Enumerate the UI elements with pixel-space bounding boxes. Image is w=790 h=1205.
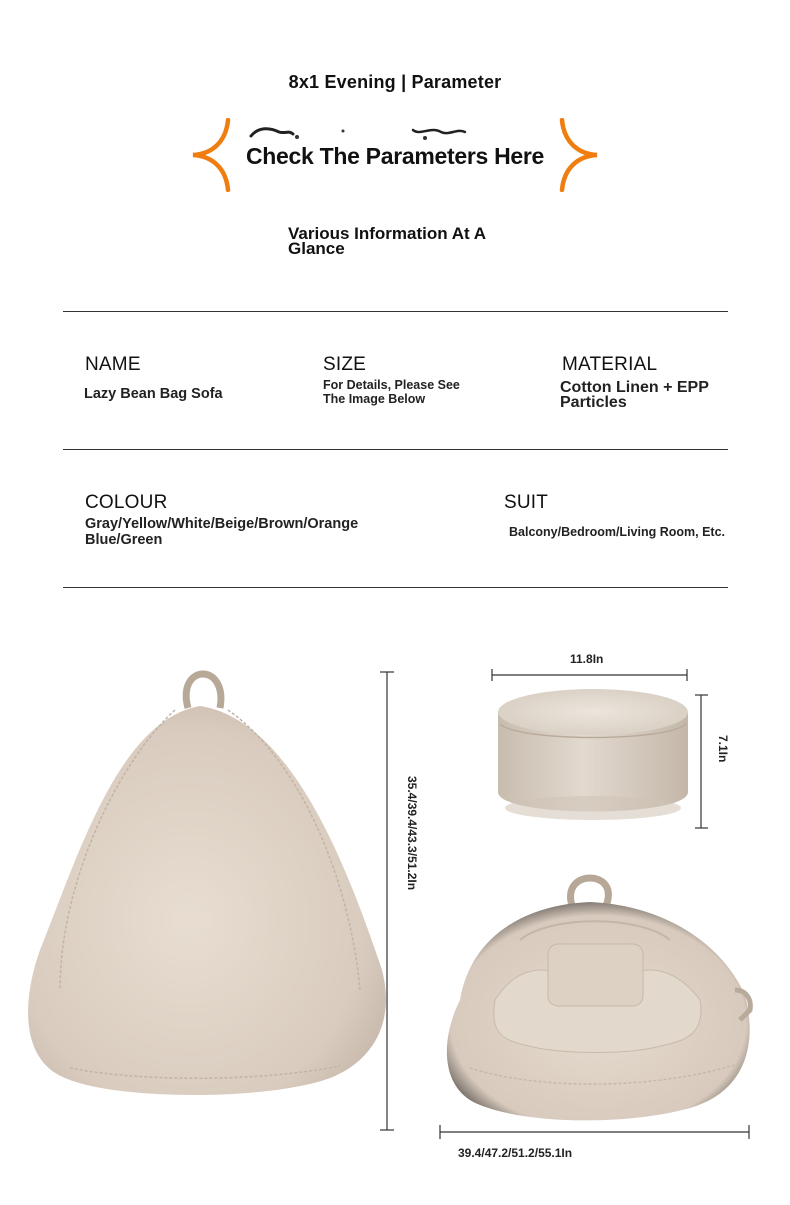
stool-height-dimension-line — [695, 695, 708, 828]
suit-label: SUIT — [504, 492, 549, 513]
headline: Check The Parameters Here — [245, 143, 545, 169]
colour-label: COLOUR — [85, 492, 168, 513]
subtitle: Various Information At A Glance — [288, 224, 486, 258]
divider — [63, 587, 728, 588]
suit-value: Balcony/Bedroom/Living Room, Etc. — [509, 525, 725, 539]
teardrop-height-label: 35.4/39.4/43.3/51.2In — [405, 776, 419, 891]
stool-height-label: 7.1In — [716, 735, 730, 763]
height-dimension-line — [380, 672, 394, 1130]
ink-splash-decoration — [245, 122, 475, 144]
divider — [63, 449, 728, 450]
brand-line: 8x1 Evening | Parameter — [288, 72, 502, 92]
material-label: MATERIAL — [562, 354, 658, 375]
chair-width-dimension-line — [440, 1125, 749, 1139]
name-value: Lazy Bean Bag Sofa — [84, 386, 223, 402]
colour-value: Gray/Yellow/White/Beige/Brown/Orange Blue/Green — [85, 516, 359, 548]
stool-width-dimension-line — [492, 669, 687, 681]
divider — [63, 311, 728, 312]
product-dimension-illustration — [0, 620, 790, 1205]
teardrop-bean-bag — [28, 674, 386, 1095]
bean-bag-chair — [447, 878, 750, 1120]
stool-width-label: 11.8In — [570, 652, 604, 666]
size-label: SIZE — [323, 354, 367, 375]
chair-width-label: 39.4/47.2/51.2/55.1In — [458, 1146, 573, 1160]
name-label: NAME — [85, 354, 141, 375]
size-value: For Details, Please See The Image Below — [323, 378, 460, 406]
material-value: Cotton Linen + EPP Particles — [560, 379, 709, 411]
footstool — [498, 689, 688, 820]
right-bracket-icon — [558, 118, 600, 192]
